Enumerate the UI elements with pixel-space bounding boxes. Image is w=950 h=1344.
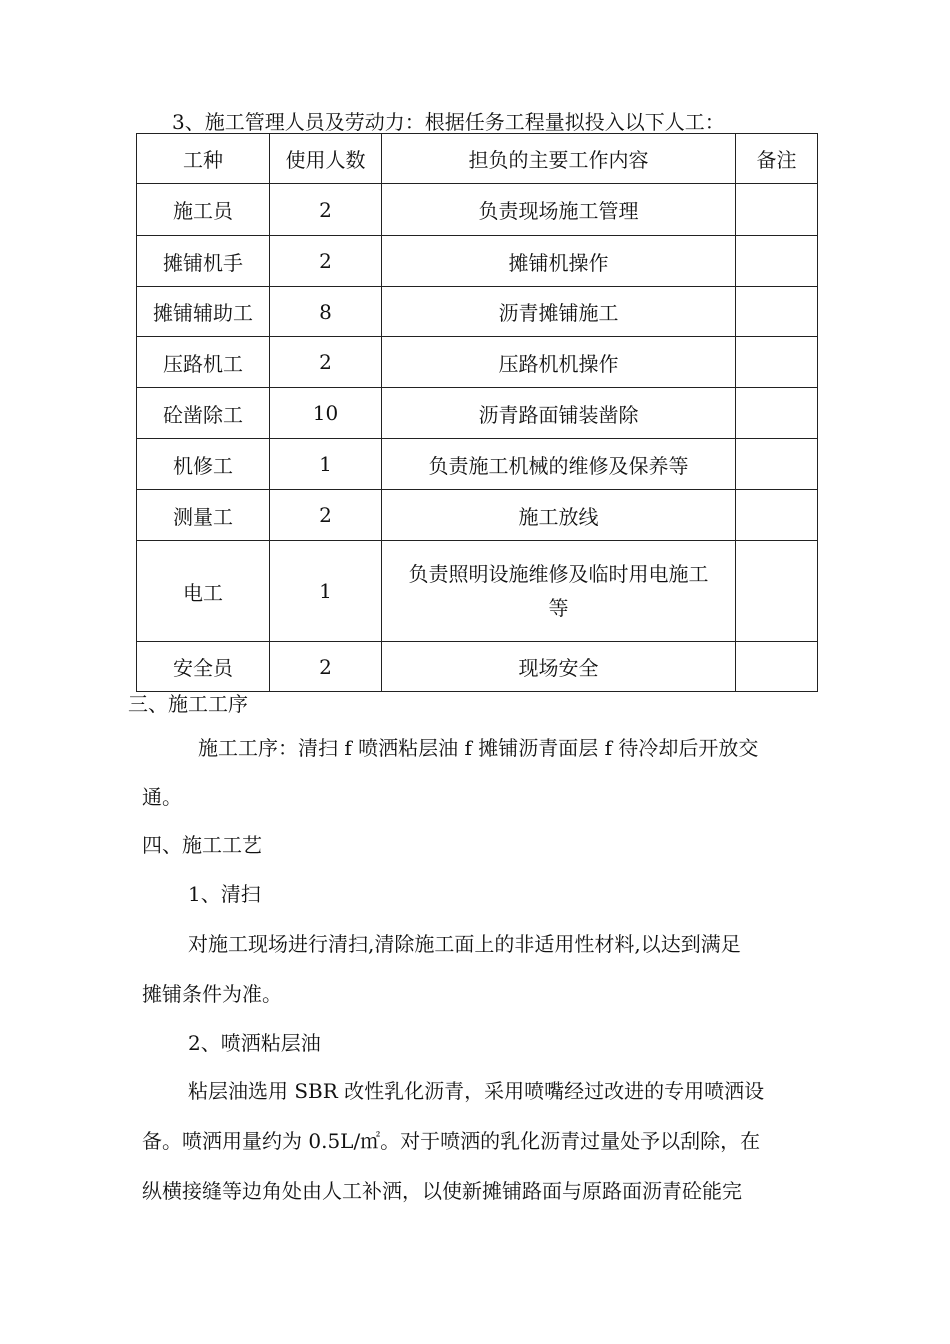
duty-cell: 负责施工机械的维修及保养等 xyxy=(382,439,736,490)
count-cell: 2 xyxy=(270,236,382,287)
duty-cell: 摊铺机操作 xyxy=(382,236,736,287)
table-row xyxy=(137,541,818,642)
subsection-heading: 2、喷洒粘层油 xyxy=(188,1031,321,1055)
count-cell: 10 xyxy=(270,388,382,439)
paragraph-line: 粘层油选用 SBR 改性乳化沥青，采用喷嘴经过改进的专用喷洒设 xyxy=(188,1079,765,1103)
note-cell xyxy=(736,184,818,236)
section-heading: 三、施工工序 xyxy=(128,692,248,716)
job-type-cell: 摊铺机手 xyxy=(137,236,270,287)
job-type-cell: 测量工 xyxy=(137,490,270,541)
header-cell: 工种 xyxy=(137,134,270,184)
paragraph-line: 对施工现场进行清扫,清除施工面上的非适用性材料,以达到满足 xyxy=(188,932,741,956)
staff-table xyxy=(136,133,818,692)
table-row xyxy=(137,287,818,337)
duty-line: 负责照明设施维修及临时用电施工 xyxy=(408,562,709,586)
job-type-cell: 电工 xyxy=(137,541,270,642)
job-type-cell: 安全员 xyxy=(137,642,270,692)
note-cell xyxy=(736,541,818,642)
paragraph-line: 施工工序：清扫 f 喷洒粘层油 f 摊铺沥青面层 f 待冷却后开放交 xyxy=(198,736,759,760)
intro-text: 3、施工管理人员及劳动力：根据任务工程量拟投入以下人工： xyxy=(172,110,725,134)
duty-cell: 现场安全 xyxy=(382,642,736,692)
subsection-heading: 1、清扫 xyxy=(188,882,261,906)
job-type-cell: 施工员 xyxy=(137,184,270,236)
table-row xyxy=(137,184,818,236)
note-cell xyxy=(736,490,818,541)
table-row xyxy=(137,439,818,490)
note-cell xyxy=(736,337,818,388)
note-cell xyxy=(736,236,818,287)
count-cell: 1 xyxy=(270,541,382,642)
job-type-cell: 砼凿除工 xyxy=(137,388,270,439)
paragraph-line: 纵横接缝等边角处由人工补洒，以使新摊铺路面与原路面沥青砼能完 xyxy=(142,1179,742,1203)
note-cell xyxy=(736,287,818,337)
count-cell: 2 xyxy=(270,184,382,236)
note-cell xyxy=(736,642,818,692)
count-cell: 1 xyxy=(270,439,382,490)
table-row xyxy=(137,490,818,541)
duty-cell xyxy=(382,541,736,642)
section-heading: 四、施工工艺 xyxy=(142,833,262,857)
count-cell: 8 xyxy=(270,287,382,337)
table-row xyxy=(137,236,818,287)
duty-cell: 沥青摊铺施工 xyxy=(382,287,736,337)
count-cell: 2 xyxy=(270,642,382,692)
job-type-cell: 摊铺辅助工 xyxy=(137,287,270,337)
paragraph-line: 摊铺条件为准。 xyxy=(142,982,282,1006)
header-cell: 使用人数 xyxy=(270,134,382,184)
table-header-row xyxy=(137,134,818,184)
count-cell: 2 xyxy=(270,490,382,541)
duty-line: 等 xyxy=(548,596,569,620)
table-row xyxy=(137,642,818,692)
job-type-cell: 机修工 xyxy=(137,439,270,490)
note-cell xyxy=(736,439,818,490)
table-row xyxy=(137,388,818,439)
duty-cell: 沥青路面铺装凿除 xyxy=(382,388,736,439)
header-cell: 担负的主要工作内容 xyxy=(382,134,736,184)
table-row xyxy=(137,337,818,388)
header-cell: 备注 xyxy=(736,134,818,184)
duty-cell: 负责现场施工管理 xyxy=(382,184,736,236)
paragraph-line: 备。喷洒用量约为 0.5L/㎡。对于喷洒的乳化沥青过量处予以刮除，在 xyxy=(142,1129,761,1153)
paragraph-line: 通。 xyxy=(142,785,182,809)
count-cell: 2 xyxy=(270,337,382,388)
note-cell xyxy=(736,388,818,439)
duty-cell: 压路机机操作 xyxy=(382,337,736,388)
duty-cell: 施工放线 xyxy=(382,490,736,541)
job-type-cell: 压路机工 xyxy=(137,337,270,388)
